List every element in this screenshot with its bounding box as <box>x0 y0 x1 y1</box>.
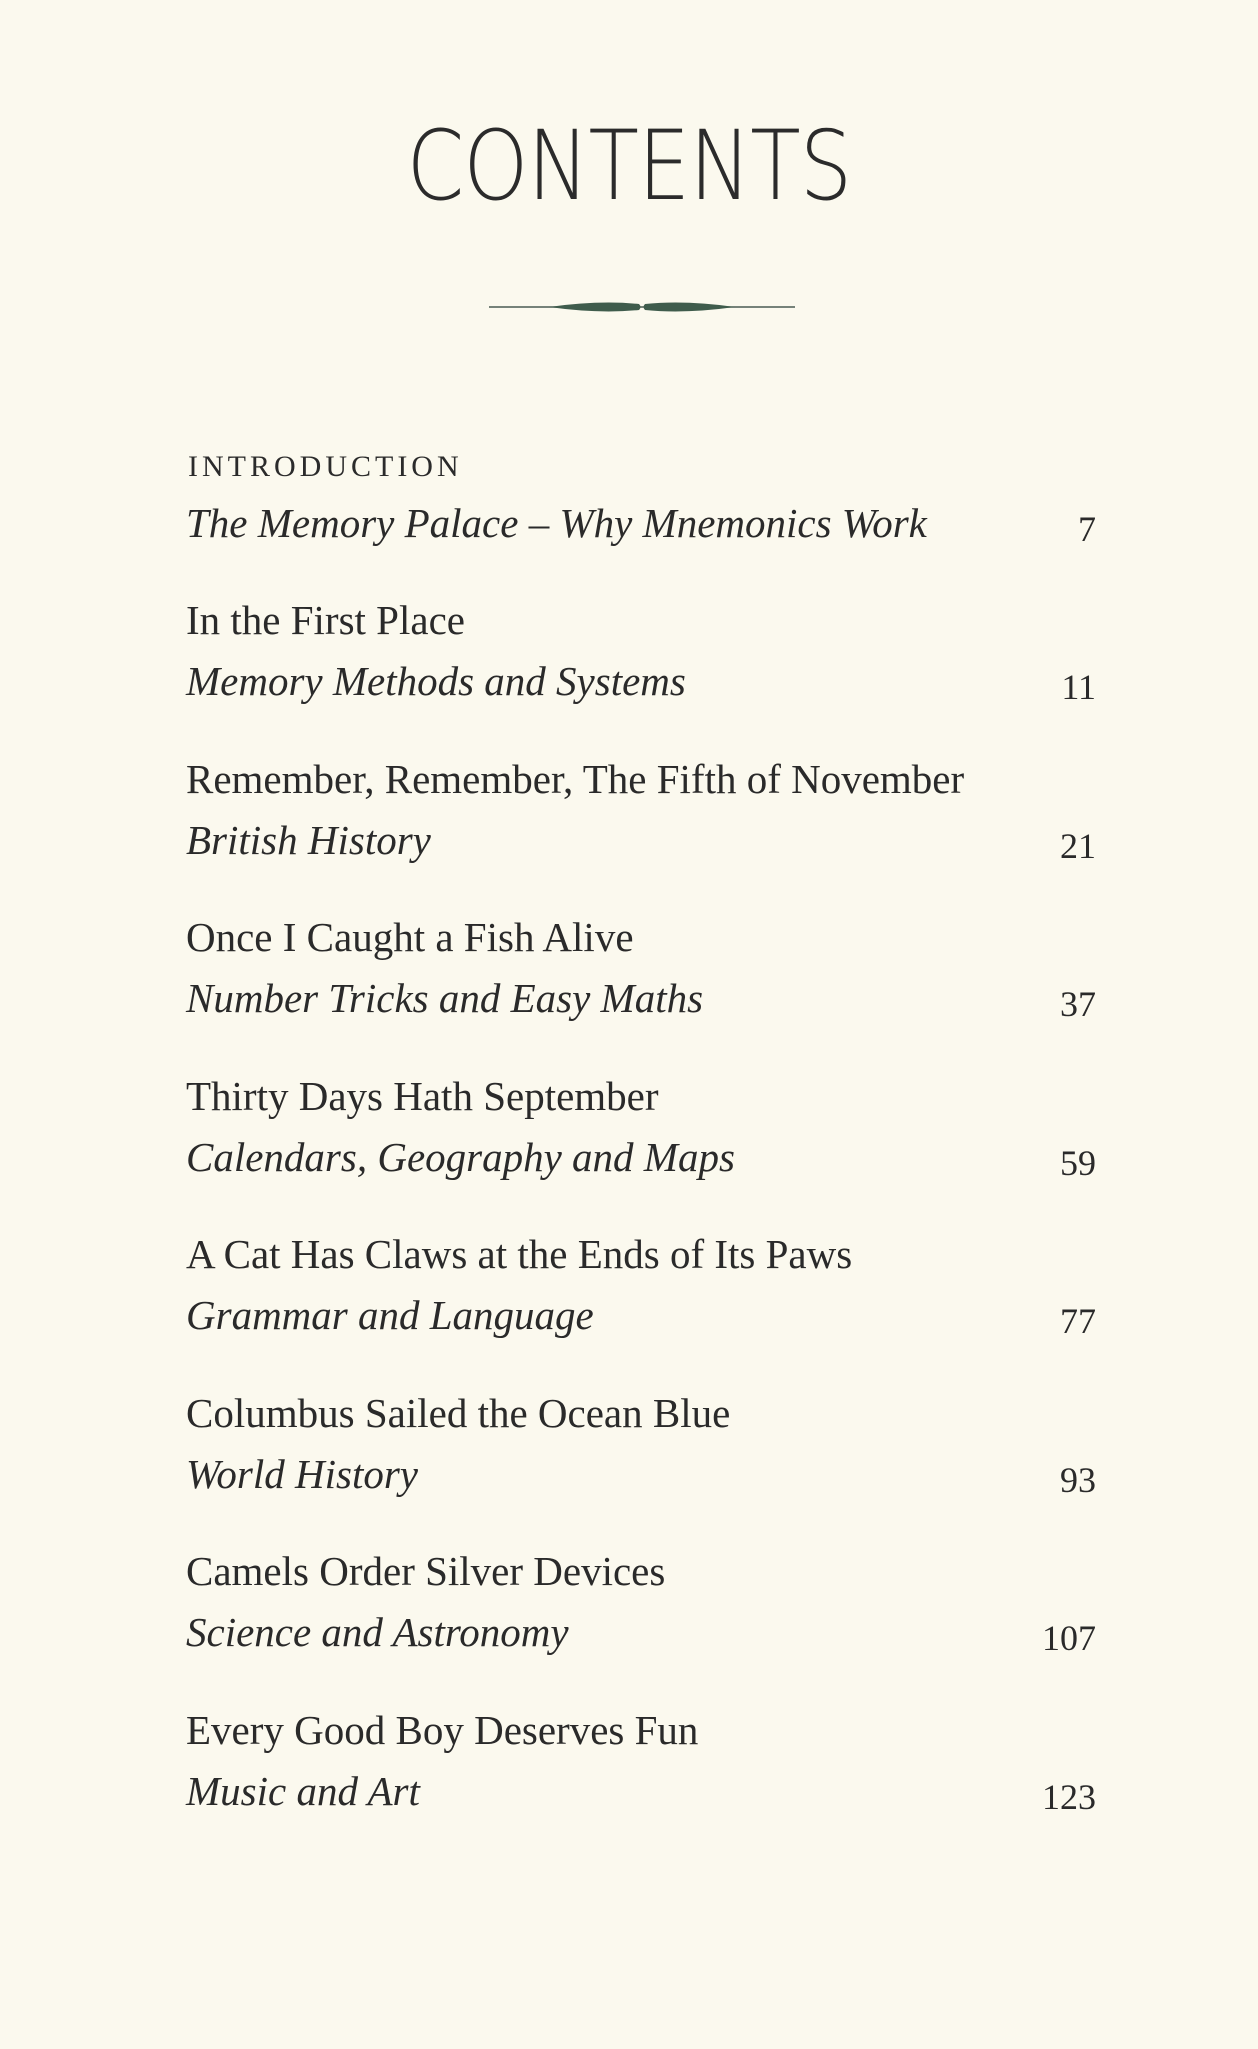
entry-title: Remember, Remember, The Fifth of November <box>186 755 965 802</box>
entry-subtitle: World History <box>186 1450 418 1497</box>
entry-subtitle: Calendars, Geography and Maps <box>186 1133 735 1180</box>
page-number: 7 <box>1078 509 1096 549</box>
entry-subtitle: British History <box>186 816 431 863</box>
entry-subtitle: Grammar and Language <box>186 1292 594 1338</box>
entry-title: A Cat Has Claws at the Ends of Its Paws <box>186 1231 853 1277</box>
entry-subtitle: Music and Art <box>186 1767 420 1814</box>
toc-entry-title[interactable] <box>186 1388 1096 1438</box>
entry-title: In the First Place <box>186 597 465 643</box>
entry-title: Columbus Sailed the Ocean Blue <box>186 1389 731 1436</box>
page-number: 11 <box>1061 667 1096 707</box>
entry-subtitle: The Memory Palace – Why Mnemonics Work <box>186 500 927 546</box>
toc-entry-introduction[interactable] <box>186 498 1096 548</box>
toc-entry-title[interactable] <box>186 1546 1096 1596</box>
page-title: CONTENTS <box>406 110 852 222</box>
entry-subtitle: Science and Astronomy <box>186 1609 569 1655</box>
ornament-divider-icon <box>489 296 795 318</box>
page-number: 59 <box>1060 1142 1096 1183</box>
toc-entry-subtitle[interactable] <box>186 1449 1096 1499</box>
toc-entry-title[interactable] <box>186 1705 1096 1755</box>
page-number: 93 <box>1060 1459 1096 1500</box>
entry-title: Camels Order Silver Devices <box>186 1548 666 1594</box>
introduction-label: INTRODUCTION <box>188 450 463 483</box>
toc-entry-subtitle[interactable] <box>186 1132 1096 1182</box>
entry-title: Once I Caught a Fish Alive <box>186 914 634 960</box>
toc-entry-subtitle[interactable] <box>186 815 1096 865</box>
toc-entry-subtitle[interactable] <box>186 973 1096 1023</box>
toc-entry-title[interactable] <box>186 595 1096 645</box>
toc-entry-subtitle[interactable] <box>186 656 1096 706</box>
entry-title: Every Good Boy Deserves Fun <box>186 1706 699 1753</box>
page-number: 21 <box>1060 825 1096 866</box>
toc-entry-subtitle[interactable] <box>186 1607 1096 1657</box>
toc-entry-title[interactable] <box>186 1071 1096 1121</box>
toc-entry-subtitle[interactable] <box>186 1290 1096 1340</box>
toc-entry-title[interactable] <box>186 912 1096 962</box>
entry-subtitle: Number Tricks and Easy Maths <box>186 975 704 1021</box>
entry-title: Thirty Days Hath September <box>186 1072 659 1119</box>
page-number: 37 <box>1060 984 1096 1024</box>
toc-entry-subtitle[interactable] <box>186 1766 1096 1816</box>
page-number: 77 <box>1060 1301 1096 1341</box>
page-number: 123 <box>1042 1776 1096 1817</box>
toc-entry-title[interactable] <box>186 754 1096 804</box>
page-number: 107 <box>1042 1618 1096 1658</box>
entry-subtitle: Memory Methods and Systems <box>186 658 686 704</box>
toc-entry-title[interactable] <box>186 1229 1096 1279</box>
